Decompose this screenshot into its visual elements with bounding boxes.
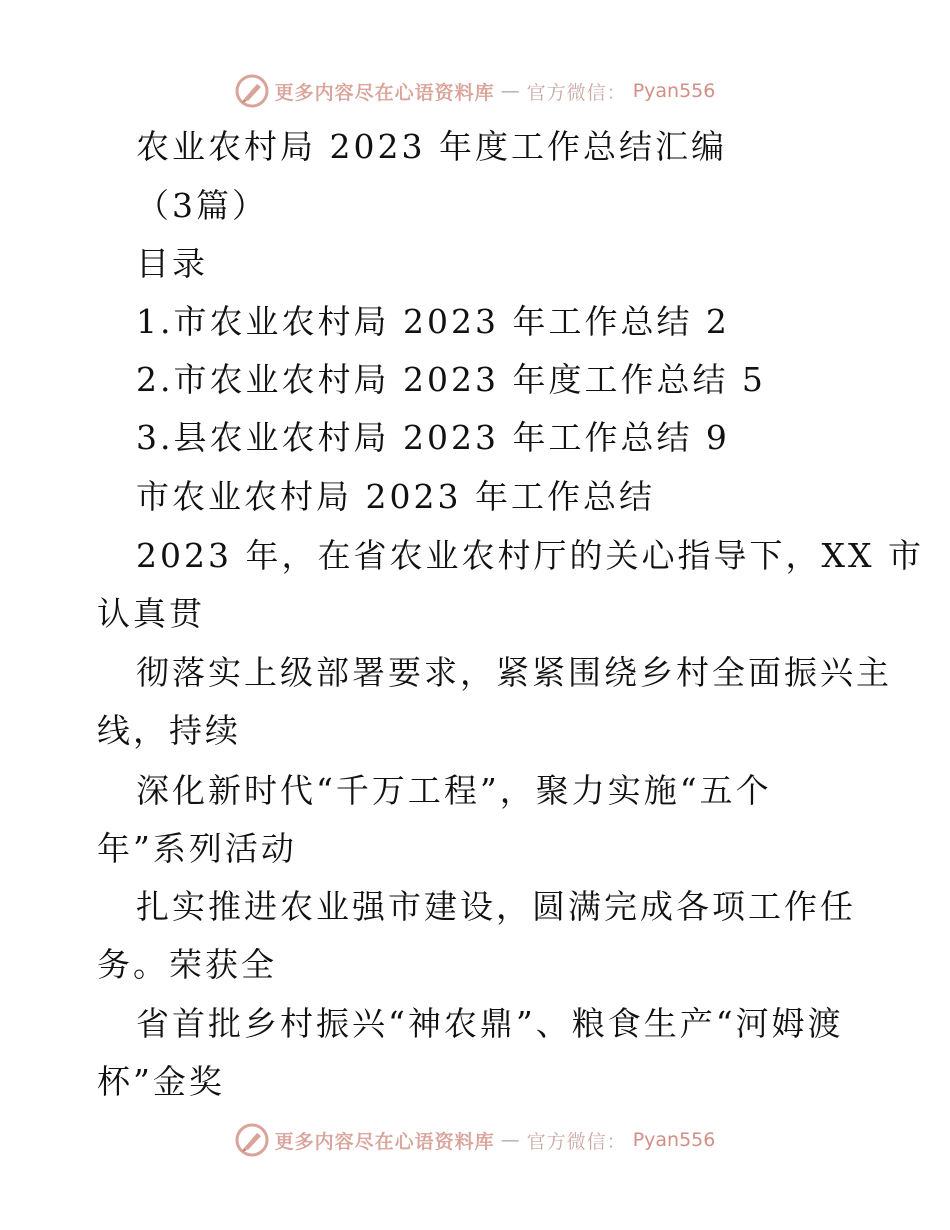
watermark-header bbox=[0, 71, 950, 111]
watermark-text: 更多内容尽在心语资料库 bbox=[274, 1130, 495, 1153]
watermark-separator: — bbox=[500, 1129, 521, 1151]
watermark-footer bbox=[0, 1120, 950, 1160]
body-line: 2023 年，在省农业农村厅的关心指导下，XX 市 bbox=[136, 536, 924, 575]
body-line: 杯”金奖 bbox=[97, 1062, 225, 1101]
body-line: 线，持续 bbox=[97, 711, 241, 750]
watermark-wechat-id: Pyan556 bbox=[632, 1129, 716, 1151]
body-line: 深化新时代“千万工程”，聚力实施“五个 bbox=[136, 771, 772, 810]
watermark-text: 更多内容尽在心语资料库 bbox=[274, 81, 495, 104]
toc-item-2: 2.市农业农村局 2023 年度工作总结 5 bbox=[136, 360, 766, 399]
body-line: 务。荣获全 bbox=[97, 945, 277, 984]
document-title-count: （3篇） bbox=[136, 186, 268, 225]
body-line: 彻落实上级部署要求，紧紧围绕乡村全面振兴主 bbox=[136, 653, 892, 692]
body-line: 认真贯 bbox=[97, 594, 205, 633]
toc-item-3: 3.县农业农村局 2023 年工作总结 9 bbox=[136, 418, 730, 457]
watermark-wechat-label: 官方微信： bbox=[526, 1130, 627, 1153]
body-line: 扎实推进农业强市建设，圆满完成各项工作任 bbox=[136, 887, 856, 926]
toc-heading: 目录 bbox=[136, 244, 208, 283]
toc-item-1: 1.市农业农村局 2023 年工作总结 2 bbox=[136, 302, 730, 341]
watermark-wechat-label: 官方微信： bbox=[526, 81, 627, 104]
pen-logo-icon bbox=[235, 1123, 269, 1157]
body-line: 年”系列活动 bbox=[97, 829, 297, 868]
body-line: 省首批乡村振兴“神农鼎”、粮食生产“河姆渡 bbox=[136, 1004, 844, 1043]
watermark-wechat-id: Pyan556 bbox=[632, 80, 716, 102]
document-title: 农业农村局 2023 年度工作总结汇编 bbox=[136, 127, 727, 166]
section-title: 市农业农村局 2023 年工作总结 bbox=[136, 477, 655, 516]
pen-logo-icon bbox=[235, 74, 269, 108]
watermark-separator: — bbox=[500, 80, 521, 102]
